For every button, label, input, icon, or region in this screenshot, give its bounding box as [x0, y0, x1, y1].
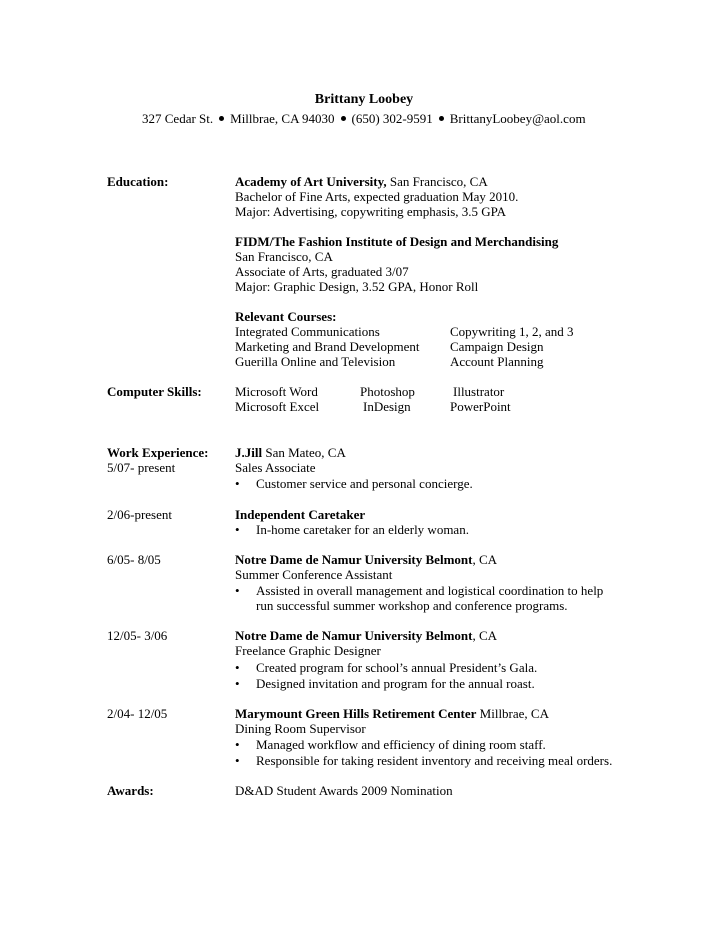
course-item: Guerilla Online and Television [235, 354, 396, 369]
job-employer-line: Marymount Green Hills Retirement Center Millbrae, CA [235, 706, 549, 721]
contact-line [142, 111, 586, 126]
course-item: Campaign Design [450, 339, 544, 354]
skill-item: Illustrator [453, 384, 505, 399]
contact-email[interactable]: BrittanyLoobey@aol.com [449, 111, 586, 126]
job-employer-line: J.Jill San Mateo, CA [235, 445, 346, 460]
job-bullet: • Designed invitation and program for the annual roast. [235, 676, 535, 691]
skill-item: Microsoft Excel [235, 399, 320, 414]
course-item: Integrated Communications [235, 324, 380, 339]
section-label-education: Education: [107, 174, 169, 189]
bullet-icon: • [235, 676, 240, 691]
school1-degree: Bachelor of Fine Arts, expected graduation May 2010. [235, 189, 519, 204]
contact-phone: (650) 302-9591 [351, 111, 433, 126]
job-bullet: • Responsible for taking resident inventory and receiving meal orders. [235, 753, 613, 768]
job-date: 2/06-present [107, 507, 172, 522]
separator-dot-icon [439, 116, 444, 121]
school1-line [235, 174, 488, 189]
section-label-awards: Awards: [107, 783, 154, 798]
job-employer: Independent Caretaker [235, 507, 366, 522]
job-date: 6/05- 8/05 [107, 552, 161, 567]
school2-name: FIDM/The Fashion Institute of Design and Merchandising [235, 234, 559, 249]
bullet-icon: • [235, 522, 240, 537]
job-date: 5/07- present [107, 460, 176, 475]
job-date: 12/05- 3/06 [107, 628, 168, 643]
school1-major: Major: Advertising, copywriting emphasis, 3.5 GPA [235, 204, 507, 219]
job-title: Summer Conference Assistant [235, 567, 393, 582]
bullet-icon: • [235, 660, 240, 675]
bullet-icon: • [235, 583, 240, 598]
job-bullet: • In-home caretaker for an elderly woman. [235, 522, 469, 537]
course-item: Copywriting 1, 2, and 3 [450, 324, 574, 339]
skill-item: InDesign [363, 399, 411, 414]
school2-major: Major: Graphic Design, 3.52 GPA, Honor Roll [235, 279, 479, 294]
section-label-computer-skills: Computer Skills: [107, 384, 202, 399]
course-item: Marketing and Brand Development [235, 339, 420, 354]
award-item: D&AD Student Awards 2009 Nomination [235, 783, 453, 798]
section-label-work: Work Experience: [107, 445, 209, 460]
job-employer-line: Notre Dame de Namur University Belmont, CA [235, 628, 498, 643]
job-title: Sales Associate [235, 460, 316, 475]
bullet-icon: • [235, 476, 240, 491]
job-date: 2/04- 12/05 [107, 706, 168, 721]
job-employer-line: Notre Dame de Namur University Belmont, CA [235, 552, 498, 567]
course-item: Account Planning [450, 354, 544, 369]
skill-item: Photoshop [360, 384, 415, 399]
school1-name: Academy of Art University, [235, 174, 387, 189]
job-bullet: • Created program for school’s annual President’s Gala. [235, 660, 538, 675]
contact-city: Millbrae, CA 94030 [230, 111, 335, 126]
school2-location: San Francisco, CA [235, 249, 333, 264]
job-bullet: • Customer service and personal concierge. [235, 476, 473, 491]
school1-location: San Francisco, CA [386, 174, 488, 189]
separator-dot-icon [219, 116, 224, 121]
skill-item: Microsoft Word [235, 384, 318, 399]
job-bullet: • Managed workflow and efficiency of dining room staff. [235, 737, 546, 752]
courses-label: Relevant Courses: [235, 309, 337, 324]
job-bullet-continuation: run successful summer workshop and conference programs. [256, 598, 568, 613]
job-title: Freelance Graphic Designer [235, 643, 381, 658]
school2-degree: Associate of Arts, graduated 3/07 [235, 264, 409, 279]
skill-item: PowerPoint [450, 399, 511, 414]
bullet-icon: • [235, 737, 240, 752]
job-title: Dining Room Supervisor [235, 721, 366, 736]
job-bullet: • Assisted in overall management and logistical coordination to help [235, 583, 604, 598]
bullet-icon: • [235, 753, 240, 768]
separator-dot-icon [341, 116, 346, 121]
resume-name: Brittany Loobey [314, 92, 414, 107]
contact-street: 327 Cedar St. [142, 111, 214, 126]
